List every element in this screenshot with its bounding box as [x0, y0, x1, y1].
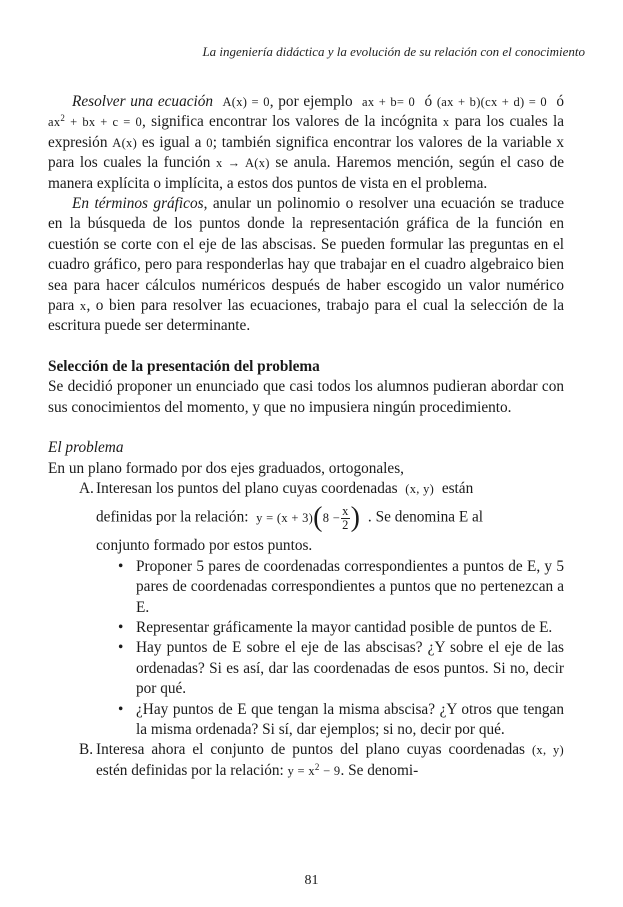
- list-item: • Representar gráficamente la mayor cantidad posible de puntos de E.: [118, 618, 564, 638]
- math-x: x: [79, 299, 87, 314]
- math-mapping: x → A(x): [215, 156, 270, 171]
- math-equation-e: y = (x + 3)(8 − $\frac{x}{2}$ ): [256, 501, 361, 533]
- section-heading: Selección de la presentación del problema: [48, 357, 320, 375]
- math-coordinates: (x, y): [531, 743, 564, 758]
- text-segment: ; también significa encontrar los valores de la variable x para los cuales la función: [48, 133, 564, 172]
- math-part: y = (x + 3): [256, 510, 314, 525]
- math-product: (ax + b)(cx + d) = 0: [436, 95, 547, 109]
- math-part: 8 −: [322, 510, 341, 525]
- text-segment: ó: [424, 93, 433, 110]
- math-part: + bx + c = 0: [65, 115, 143, 130]
- text-segment: es igual a: [141, 133, 202, 151]
- math-quadratic: [48, 115, 142, 129]
- list-item: • ¿Hay puntos de E que tengan la misma abscisa? ¿Y otros que tengan la misma ordenada? Si sí, dar ejemplos; si no, decir por qué.: [118, 700, 564, 741]
- text-segment: definidas por la relación:: [96, 508, 249, 526]
- emphasis-terminos-graficos: En términos gráficos: [72, 195, 204, 213]
- math-exponent: 2: [314, 761, 320, 772]
- problem-intro: En un plano formado por dos ejes graduados, ortogonales,: [48, 459, 404, 477]
- problem-item-a: [79, 479, 564, 740]
- item-a-line: [96, 479, 564, 499]
- bullet-list: [118, 557, 564, 741]
- list-item: • Proponer 5 pares de coordenadas correspondientes a puntos de E, y 5 pares de coordenadas correspondientes a puntos que no pertenezcan a E.: [118, 557, 564, 618]
- math-part: y = x: [287, 763, 315, 778]
- problem-item-b: [79, 740, 564, 781]
- math-ax: A(x): [112, 135, 138, 150]
- text-segment: estén definidas por la relación:: [96, 761, 284, 779]
- fraction-numerator: x: [342, 504, 349, 519]
- text-segment: , o bien para resolver las ecuaciones, trabajo para el cual la selección de la escritura puede ser determinante.: [48, 297, 564, 335]
- list-item: • Hay puntos de E sobre el eje de las abscisas? ¿Y sobre el eje de las ordenadas? Si es así, dar las coordenadas de esos puntos. Si no, decir por qué.: [118, 638, 564, 699]
- math-part: ax: [48, 115, 61, 130]
- text-segment: para los cuales la expresión: [48, 113, 564, 151]
- fraction-denominator: 2: [342, 518, 349, 533]
- page-body: [48, 92, 564, 781]
- fraction-x-over-2: [341, 505, 350, 532]
- item-a-conjunto: conjunto formado por estos puntos.: [96, 537, 313, 555]
- text-segment: Interesan los puntos del plano cuyas coordenadas: [96, 479, 398, 497]
- math-exponent: 2: [60, 113, 66, 124]
- running-head: La ingeniería didáctica y la evolución de su relación con el conocimiento: [202, 44, 585, 59]
- paragraph-terminos-graficos: [48, 194, 564, 337]
- emphasis-resolver: Resolver una ecuación: [72, 93, 214, 110]
- text-segment: se anula. Haremos mención, según el caso de manera explícita o implícita, a estos dos puntos de vista en el problema.: [48, 154, 565, 192]
- math-zero: 0: [206, 135, 213, 150]
- paragraph-resolver-ecuacion: [48, 92, 564, 194]
- text-segment: ó: [556, 93, 564, 110]
- section-paragraph: Se decidió proponer un enunciado que casi todos los alumnos pudieran abordar con sus conocimientos del momento, y que no impusiera ningún procedimiento.: [48, 378, 564, 416]
- text-segment: . Se denomi-: [340, 761, 419, 779]
- math-ax-eq-0: A(x) = 0: [222, 95, 270, 109]
- math-parabola: [287, 761, 341, 778]
- text-segment: están: [441, 479, 474, 497]
- text-segment: . Se denomina E al: [367, 508, 484, 526]
- math-x: x: [442, 115, 450, 130]
- text-segment: , significa encontrar los valores de la incógnita: [142, 113, 438, 131]
- problem-title: El problema: [48, 439, 124, 457]
- item-b-text: [96, 740, 564, 781]
- text-segment: Interesa ahora el conjunto de puntos del plano cuyas coordenadas: [96, 741, 525, 759]
- item-letter-b: B.: [79, 741, 94, 759]
- math-linear: ax + b= 0: [362, 95, 416, 109]
- item-letter-a: A.: [79, 479, 94, 497]
- math-part: − 9: [319, 763, 341, 778]
- text-segment: , anular un polinomio o resolver una ecuación se traduce en la búsqueda de los puntos donde la representación gráfica de la función en cuestión se corte con el eje de las abscisas. Se pueden formular las preguntas en el cuadro gráfico, pero para responderlas hay que trabajar en el cuadro algebraico bien sea para hacer cálculos numéricos después de haber escogido un valor numérico para: [48, 195, 564, 315]
- math-coordinates: (x, y): [405, 481, 435, 496]
- item-a-equation-line: [96, 501, 564, 533]
- page-number: 81: [304, 873, 319, 888]
- text-segment: , por ejemplo: [269, 93, 353, 110]
